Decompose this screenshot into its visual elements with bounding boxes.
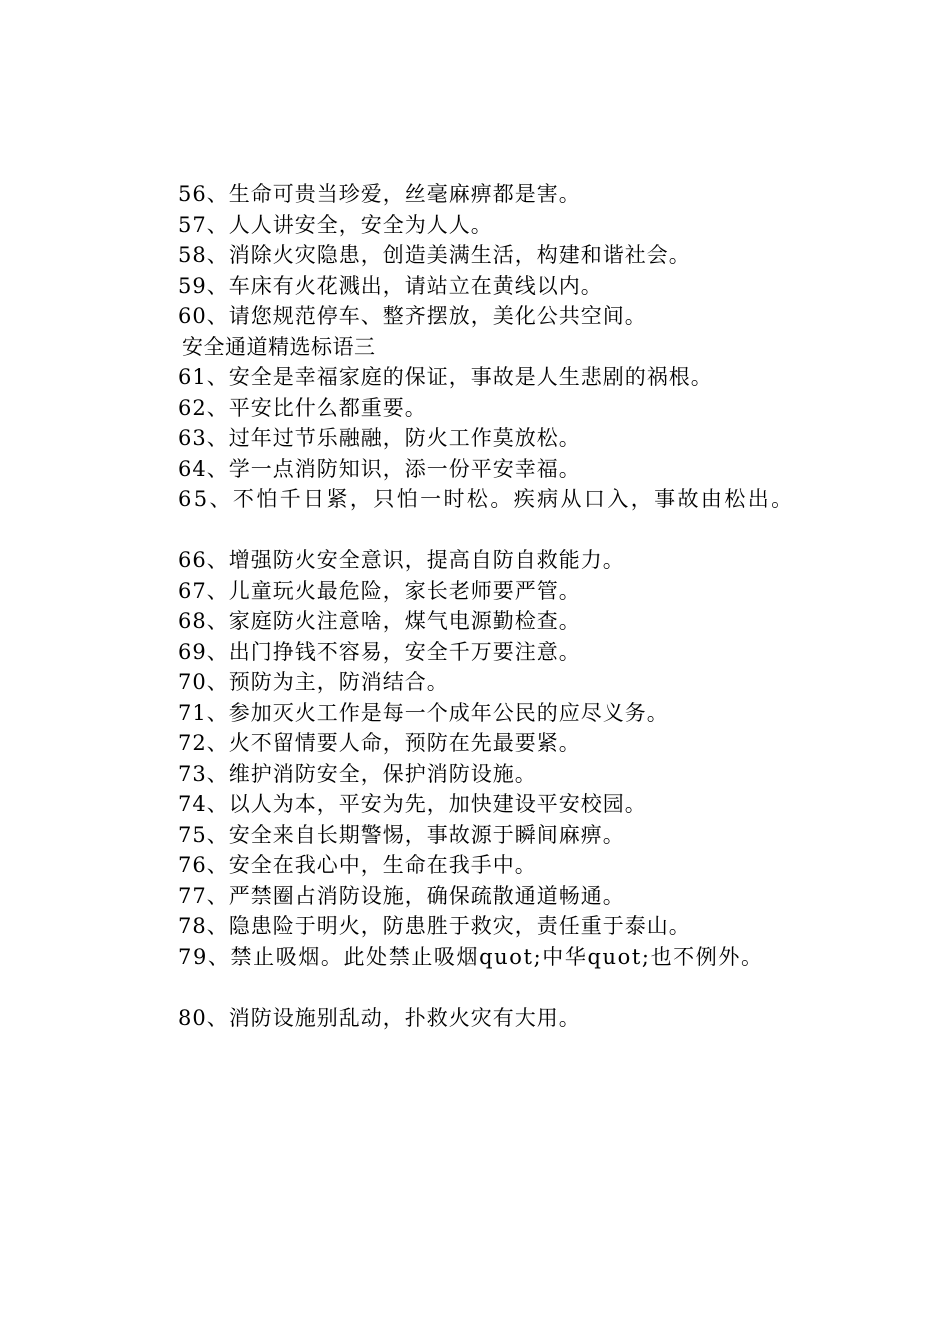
slogan-line-56: 56、生命可贵当珍爱，丝毫麻痹都是害。 [178,182,581,206]
slogan-line-80: 80、消防设施别乱动，扑救火灾有大用。 [178,1005,581,1030]
slogan-line-71: 71、参加灭火工作是每一个成年公民的应尽义务。 [178,700,669,725]
slogan-line-72: 72、火不留情要人命，预防在先最要紧。 [178,731,581,755]
slogan-line-66: 66、增强防火安全意识，提高自防自救能力。 [178,548,625,572]
slogan-line-57: 57、人人讲安全，安全为人人。 [178,212,493,237]
slogan-list [178,179,938,1033]
slogan-line-76: 76、安全在我心中，生命在我手中。 [178,853,537,877]
slogan-line-59: 59、车床有火花溅出，请站立在黄线以内。 [178,273,603,298]
slogan-line-58: 58、消除火灾隐患，创造美满生活，构建和谐社会。 [178,243,691,267]
slogan-line-78: 78、隐患险于明火，防患胜于救灾，责任重于泰山。 [178,914,691,938]
slogan-line-74: 74、以人为本，平安为先，加快建设平安校园。 [178,792,647,816]
slogan-line-79: 79、禁止吸烟。此处禁止吸烟quot;中华quot;也不例外。 [178,944,764,969]
slogan-line-77: 77、严禁圈占消防设施，确保疏散通道畅通。 [178,883,625,908]
blank-spacer [178,515,938,546]
slogan-line-68: 68、家庭防火注意啥，煤气电源勤检查。 [178,609,581,633]
slogan-line-75: 75、安全来自长期警惕，事故源于瞬间麻痹。 [178,822,625,847]
slogan-line-63: 63、过年过节乐融融，防火工作莫放松。 [178,426,581,450]
section-heading: 安全通道精选标语三 [182,334,376,359]
slogan-line-65: 65、不怕千日紧，只怕一时松。疾病从口入，事故由松出。 [178,487,795,511]
slogan-line-61: 61、安全是幸福家庭的保证，事故是人生悲剧的祸根。 [178,365,713,389]
slogan-line-67: 67、儿童玩火最危险，家长老师要严管。 [178,578,581,603]
slogan-line-69: 69、出门挣钱不容易，安全千万要注意。 [178,639,581,664]
slogan-line-73: 73、维护消防安全，保护消防设施。 [178,761,537,786]
blank-spacer [178,972,938,1003]
slogan-line-60: 60、请您规范停车、整齐摆放，美化公共空间。 [178,304,647,328]
slogan-line-70: 70、预防为主，防消结合。 [178,670,449,694]
slogan-line-64: 64、学一点消防知识，添一份平安幸福。 [178,456,581,481]
slogan-line-62: 62、平安比什么都重要。 [178,395,427,420]
